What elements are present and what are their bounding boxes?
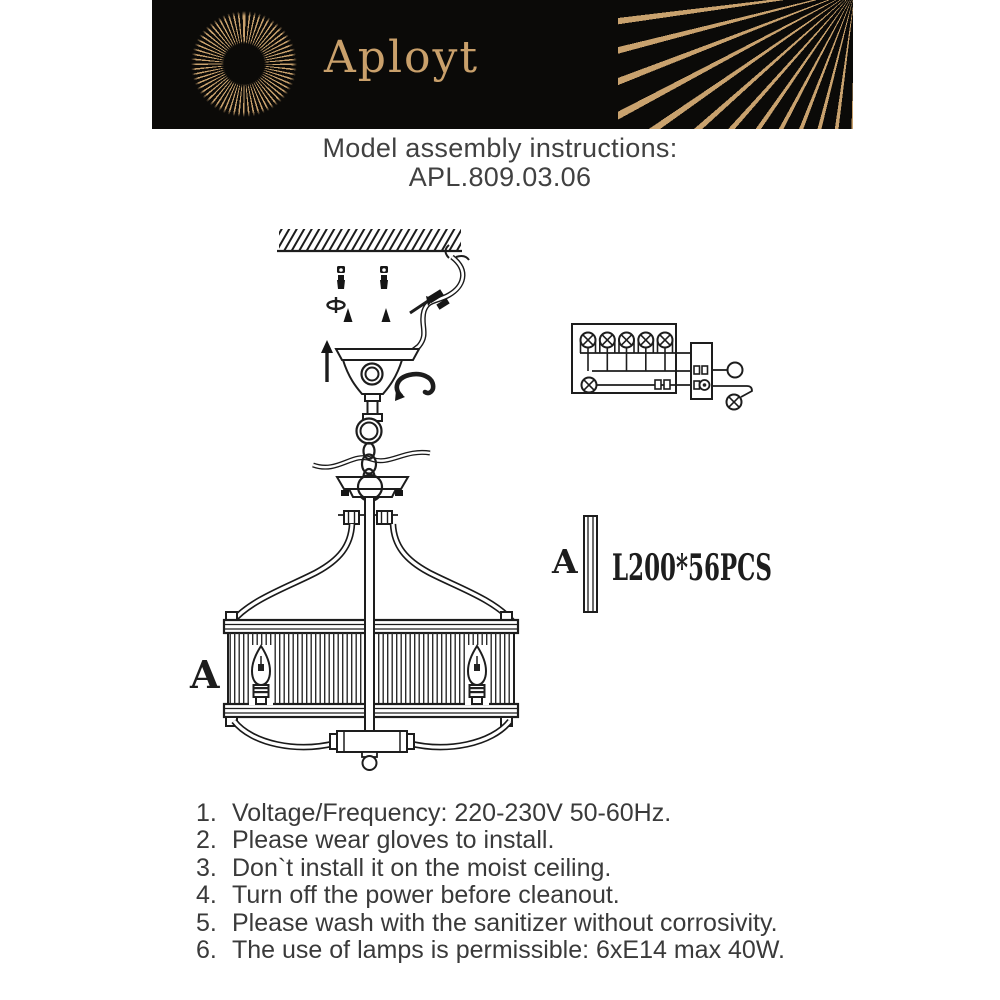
anchor-icon bbox=[337, 266, 388, 289]
hook-icon bbox=[395, 374, 433, 401]
instructions-list bbox=[196, 800, 836, 964]
instruction-item bbox=[196, 855, 836, 882]
instruction-item bbox=[196, 882, 836, 909]
terminal-block bbox=[691, 343, 712, 399]
center-rod bbox=[365, 497, 374, 752]
instruction-text: Please wear gloves to install. bbox=[232, 826, 555, 855]
instruction-text: Don`t install it on the moist ceiling. bbox=[232, 853, 612, 882]
instruction-text: Please wash with the sanitizer without corrosivity. bbox=[232, 908, 778, 937]
instruction-item bbox=[196, 800, 836, 827]
arrow-up-icon bbox=[321, 340, 333, 382]
lamp-symbol bbox=[581, 333, 673, 372]
instruction-item bbox=[196, 827, 836, 854]
crystal-rod bbox=[584, 516, 597, 612]
instruction-item bbox=[196, 910, 836, 937]
screw-icon bbox=[344, 308, 391, 322]
supply-wire bbox=[406, 245, 469, 356]
wiring-diagram bbox=[572, 324, 752, 410]
instruction-text: Turn off the power before cleanout. bbox=[232, 881, 620, 910]
canopy bbox=[336, 349, 419, 421]
instruction-number: 3. bbox=[196, 853, 217, 882]
legend-part-spec: L200*56PCS bbox=[612, 547, 772, 589]
model-number: APL.809.03.06 bbox=[408, 162, 592, 192]
body-part-label: A bbox=[190, 652, 220, 697]
instruction-text: The use of lamps is permissible: 6xE14 max 40W. bbox=[232, 936, 786, 965]
instruction-number: 5. bbox=[196, 908, 217, 937]
title-line: Model assembly instructions: bbox=[322, 133, 678, 163]
rose-circle bbox=[728, 363, 743, 378]
ceiling-hatch bbox=[277, 229, 462, 251]
instruction-item bbox=[196, 937, 836, 964]
part-legend bbox=[551, 516, 772, 612]
instruction-number: 1. bbox=[196, 799, 217, 827]
instruction-number: 2. bbox=[196, 826, 217, 855]
instruction-number: 6. bbox=[196, 936, 217, 965]
lamp-symbol bbox=[712, 386, 752, 410]
brand-name: Aployt bbox=[324, 32, 480, 83]
instruction-number: 4. bbox=[196, 881, 217, 910]
rotate-icon bbox=[328, 297, 345, 313]
instruction-text: Voltage/Frequency: 220-230V 50-60Hz. bbox=[232, 799, 672, 827]
legend-part-label: A bbox=[552, 542, 578, 581]
